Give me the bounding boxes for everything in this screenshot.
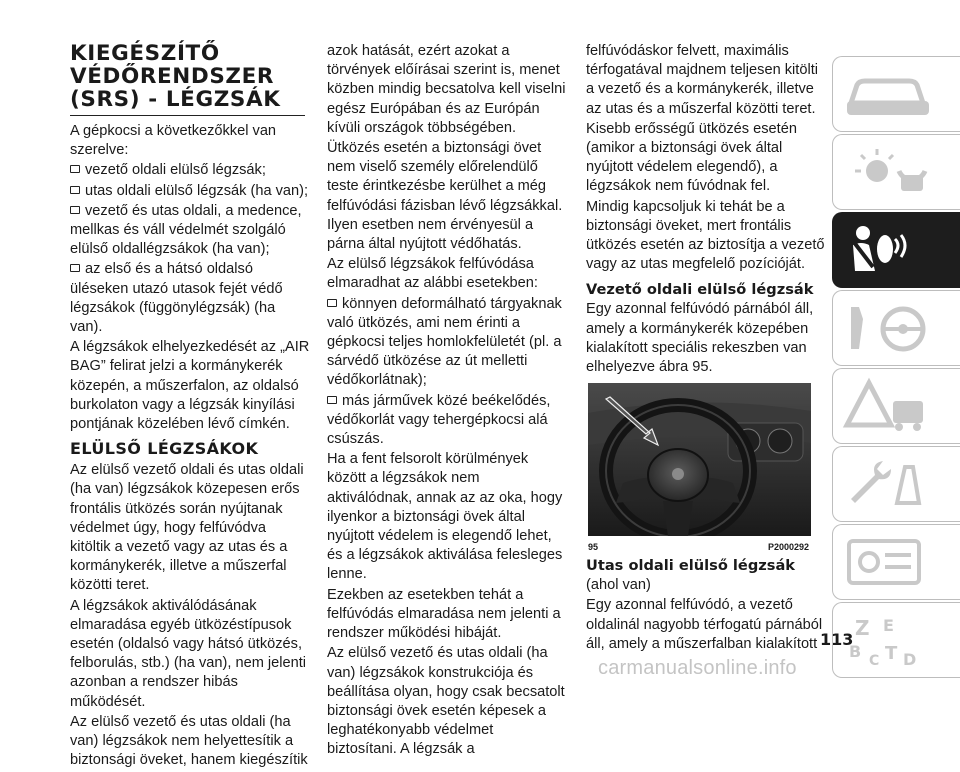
section-title-line: KIEGÉSZÍTŐ (70, 41, 220, 66)
bullet-text: utas oldali elülső légzsák (ha van); (85, 182, 309, 199)
tab-dashboard[interactable] (832, 56, 960, 132)
bullet-item (70, 182, 310, 201)
tab-maintenance[interactable] (832, 446, 960, 522)
svg-text:C: C (869, 653, 880, 669)
maintenance-icon (841, 453, 941, 517)
airbag-seatbelt-icon (841, 219, 941, 283)
paragraph: Az elülső vezető oldali és utas oldali (ha van) légzsákok közepesen erős frontális ütközés során nyújtanak védelmet úgy, hogy felfúvódva kitöltik a vezető vagy az utas és a kormánykerék, illetve a műszerfal közötti teret. (70, 462, 304, 594)
svg-text:D: D (903, 650, 917, 669)
paragraph: Az elülső vezető és utas oldali (ha van) légzsákok nem helyettesítik a biztonsági öveket, hanem kiegészítik (70, 713, 308, 769)
tab-emergency[interactable] (832, 368, 960, 444)
svg-text:B: B (849, 642, 862, 661)
figure-number: 95 (588, 542, 599, 553)
starting-driving-icon (841, 297, 941, 361)
svg-text:T: T (885, 643, 898, 664)
paragraph: Ütközés esetén a biztonsági övet nem viselő személy előrelendülő teste érintkezésbe kerülhet a még felfúvódási fázisban lévő légzsákkal. Ilyen esetben nem érvényesül a párna által nyújtott védőhatás. (327, 140, 563, 253)
bullet-text: könnyen deformálható tárgyaknak való ütközés, ami nem érinti a gépkocsi teljes homlokfelületét (pl. a sárvédő ütközése az út melletti védőkorlátnak); (327, 295, 562, 389)
steering-wheel-photo (588, 383, 811, 536)
paragraph: Ha a fent felsorolt körülmények között a légzsákok nem aktiválódnak, annak az az oka, hogy ilyenkor a biztonsági övek által nyújtott védelem is elegendő lehet, és a légzsákok aktiválása felesleges lenne. (327, 451, 563, 583)
figure-caption (586, 536, 809, 553)
steering-wheel-illustration (588, 383, 811, 536)
tab-technical-data[interactable] (832, 524, 960, 600)
column-2 (327, 42, 567, 761)
section-title-line: VÉDŐRENDSZER (70, 64, 275, 89)
paragraph: Egy azonnal felfúvódó párnából áll, amely a kormánykerék közepében kialakított speciális rekeszben van elhelyezve ábra 95. (586, 301, 814, 376)
bullet-item (70, 260, 310, 337)
paragraph: Ezekben az esetekben tehát a felfúvódás elmaradása nem jelenti a rendszer működési hibáját. (327, 586, 561, 642)
column-1 (70, 42, 310, 772)
bullet-text: az első és a hátsó oldalsó üléseken utazó utasok fejét védő légzsákok (függönylégzsák) (ha van). (70, 261, 283, 336)
paragraph: Egy azonnal felfúvódó, a vezető oldalinál nagyobb térfogatú párnából áll, amely a műszerfalban kialakított (586, 597, 823, 652)
index-icon (841, 609, 941, 673)
warning-lights-icon (841, 141, 941, 205)
watermark: carmanualsonline.info (598, 657, 797, 679)
paragraph: felfúvódáskor felvett, maximális térfogatával majdnem teljesen kitölti a vezető és a kormánykerék, illetve az utas és a műszerfal közötti teret. (586, 43, 818, 117)
paragraph: azok hatását, ezért azokat a törvények előírásai szerint is, menet közben mindig becsatolva kell viselni egész Európában és az Európán kívüli országok többségében. (327, 43, 566, 136)
passenger-airbag-subheading: (ahol van) (586, 577, 651, 594)
passenger-airbag-heading: Utas oldali elülső légzsák (586, 557, 796, 575)
checkbox-bullet-icon (70, 165, 80, 173)
checkbox-bullet-icon (70, 206, 80, 214)
bullet-item (327, 295, 567, 391)
checkbox-bullet-icon (327, 299, 337, 307)
paragraph: Kisebb erősségű ütközés esetén (amikor a biztonsági övek által nyújtott védelem elegendő), a légzsákok nem fúvódnak fel. (586, 120, 797, 195)
emergency-icon (841, 375, 941, 439)
checkbox-bullet-icon (70, 264, 80, 272)
chapter-tabs (832, 0, 960, 683)
checkbox-bullet-icon (327, 396, 337, 404)
paragraph: Az elülső vezető és utas oldali (ha van) légzsákok konstrukciója és beállítása olyan, hogy csak becsatolt biztonsági övek esetén képesek a leghatékonyabb védelmet biztosítani. A légzsák a (327, 645, 565, 758)
tab-starting-driving[interactable] (832, 290, 960, 366)
bullet-item (327, 392, 567, 450)
intro-paragraph: A gépkocsi a következőkkel van szerelve: (70, 123, 277, 159)
paragraph: Mindig kapcsoljuk ki tehát be a biztonsági öveket, mert frontális ütközés esetén az biztosítja a vezető vagy az utas megfelelő pozícióját. (586, 198, 825, 273)
svg-text:Z: Z (855, 616, 870, 640)
front-airbags-heading: ELÜLSŐ LÉGZSÁKOK (70, 439, 259, 459)
bullet-text: vezető és utas oldali, a medence, mellkas és váll védelmét szolgáló elülső oldallégzsákok (ha van); (70, 202, 302, 258)
svg-text:E: E (883, 616, 894, 635)
bullet-item (70, 202, 310, 260)
technical-data-icon (841, 531, 941, 595)
checkbox-bullet-icon (70, 186, 80, 194)
tab-warning-lights[interactable] (832, 134, 960, 210)
car-dashboard-icon (841, 63, 941, 127)
driver-airbag-heading: Vezető oldali elülső légzsák (586, 281, 814, 299)
section-title-line: (SRS) - LÉGZSÁK (70, 87, 281, 112)
paragraph: A légzsákok aktiválódásának elmaradása egyéb ütközéstípusok esetén (oldalsó vagy hátsó ütközés, felborulás, stb.) (ha van), nem jelenti azonban a rendszer hibás működését. (70, 597, 307, 710)
paragraph: Az elülső légzsákok felfúvódása elmaradhat az alábbi esetekben: (327, 256, 538, 292)
title-underline (70, 115, 305, 116)
bullet-text: vezető oldali elülső légzsák; (85, 162, 266, 179)
page-number: 113 (820, 630, 854, 649)
tab-safety[interactable] (832, 212, 960, 288)
bullet-item (70, 161, 310, 180)
airbag-label-paragraph: A légzsákok elhelyezkedését az „AIR BAG” felirat jelzi a kormánykerék közepén, a műszerfalon, az oldalsó burkolaton vagy a légzsák kinyílási pontjának közelében lévő címkén. (70, 339, 310, 433)
figure-code: P2000292 (767, 542, 809, 553)
bullet-text: más járművek közé beékelődés, védőkorlát vagy tehergépkocsi alá csúszás. (327, 392, 551, 448)
column-3 (586, 42, 826, 655)
section-title (70, 42, 310, 111)
